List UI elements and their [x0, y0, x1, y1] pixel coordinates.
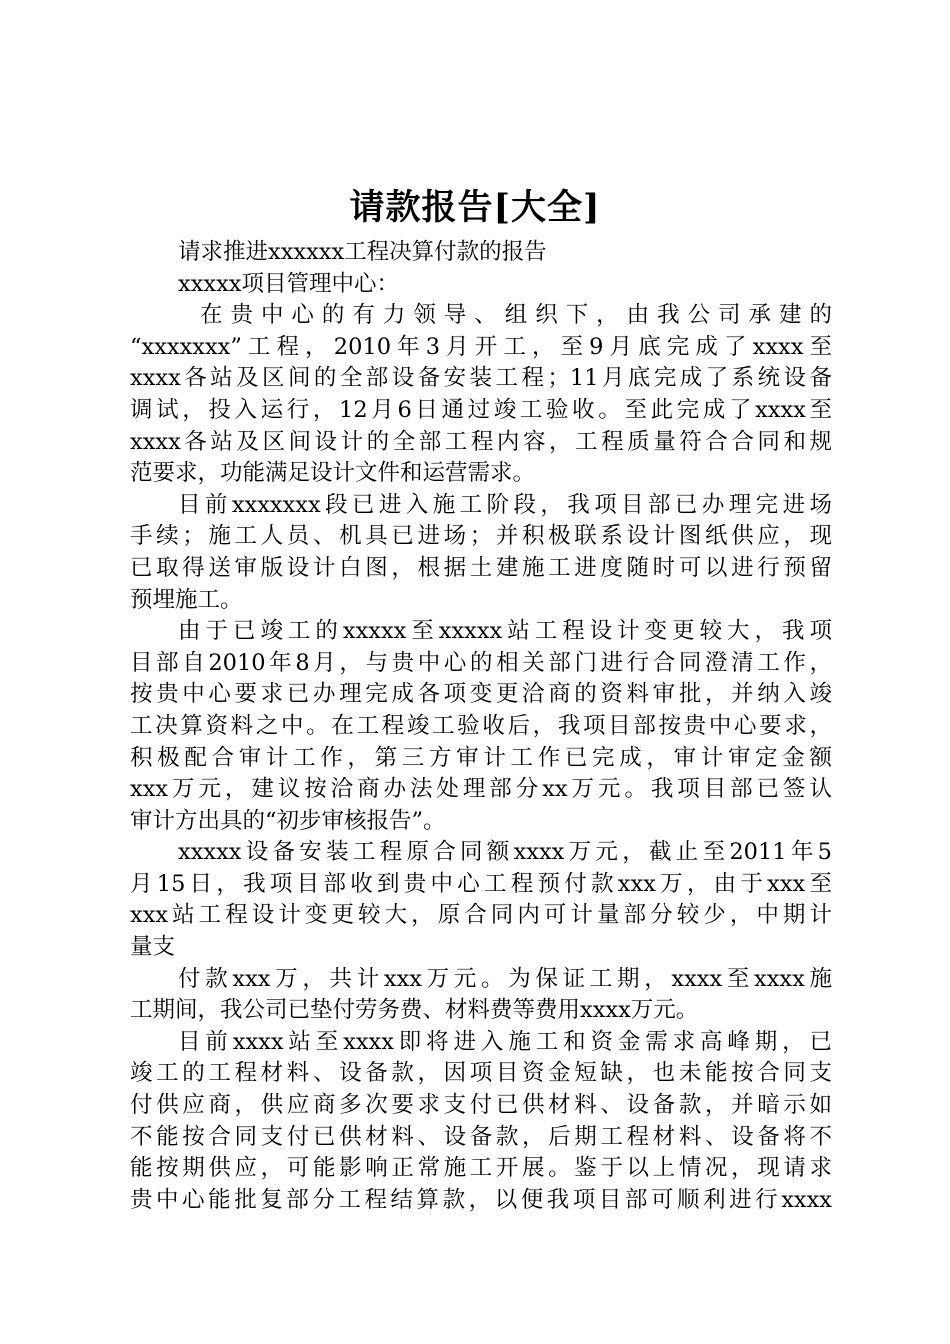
body-line: 目前xxxxxxx段已进入施工阶段，我项目部已办理完进场	[178, 491, 832, 518]
body-line: 请求推进xxxxxx工程决算付款的报告	[178, 239, 547, 265]
document-title: 请款报告[大全]	[349, 187, 601, 228]
body-line: 范要求，功能满足设计文件和运营需求。	[130, 460, 536, 487]
body-line: 已取得送审版设计白图，根据土建施工进度随时可以进行预留	[130, 554, 832, 581]
body-line: 付款xxx万，共计xxx万元。为保证工期，xxxx至xxxx施	[178, 965, 832, 992]
body-line: 积极配合审计工作，第三方审计工作已完成，审计审定金额	[130, 744, 832, 771]
body-line: 不能按合同支付已供材料、设备款，后期工程材料、设备将不	[130, 1123, 832, 1150]
body-line: 由于已竣工的xxxxx至xxxxx站工程设计变更较大，我项	[178, 618, 832, 645]
body-line: 工决算资料之中。在工程竣工验收后，我项目部按贵中心要求，	[130, 712, 832, 739]
body-line: 贵中心能批复部分工程结算款，以便我项目部可顺利进行xxxx	[130, 1186, 832, 1213]
body-line: 量支	[130, 934, 176, 961]
body-line: 竣工的工程材料、设备款，因项目资金短缺，也未能按合同支	[130, 1060, 832, 1087]
body-line: 工期间，我公司已垫付劳务费、材料费等费用xxxx万元。	[130, 997, 699, 1024]
body-line: xxx万元，建议按洽商办法处理部分xx万元。我项目部已签认	[130, 776, 832, 803]
body-line: xxxxx设备安装工程原合同额xxxx万元，截止至2011年5	[178, 839, 832, 866]
body-line: 手续；施工人员、机具已进场；并积极联系设计图纸供应，现	[130, 523, 832, 550]
body-line: 在贵中心的有力领导、组织下，由我公司承建的	[200, 302, 832, 329]
body-line: xxxxx项目管理中心：	[178, 270, 399, 297]
body-line: 目部自2010年8月，与贵中心的相关部门进行合同澄清工作，	[130, 649, 832, 676]
body-line: 预埋施工。	[130, 586, 243, 613]
body-line: 审计方出具的“初步审核报告”。	[130, 807, 446, 834]
body-line: xxxx各站及区间设计的全部工程内容，工程质量符合合同和规	[130, 428, 832, 455]
body-line: 目前xxxx站至xxxx即将进入施工和资金需求高峰期，已	[178, 1028, 832, 1055]
body-line: 调试，投入运行，12月6日通过竣工验收。至此完成了xxxx至	[130, 396, 832, 423]
document-body	[130, 237, 832, 1216]
body-line: 按贵中心要求已办理完成各项变更洽商的资料审批，并纳入竣	[130, 681, 832, 708]
body-line: 月15日，我项目部收到贵中心工程预付款xxx万，由于xxx至	[130, 870, 832, 897]
body-line: 付供应商，供应商多次要求支付已供材料、设备款，并暗示如	[130, 1092, 832, 1119]
body-line: xxx站工程设计变更较大，原合同内可计量部分较少，中期计	[130, 902, 832, 929]
body-line: 能按期供应，可能影响正常施工开展。鉴于以上情况，现请求	[130, 1155, 832, 1182]
body-line: “xxxxxxx”工程，2010年3月开工，至9月底完成了xxxx至	[130, 333, 832, 360]
body-line: xxxx各站及区间的全部设备安装工程；11月底完成了系统设备	[130, 365, 832, 392]
